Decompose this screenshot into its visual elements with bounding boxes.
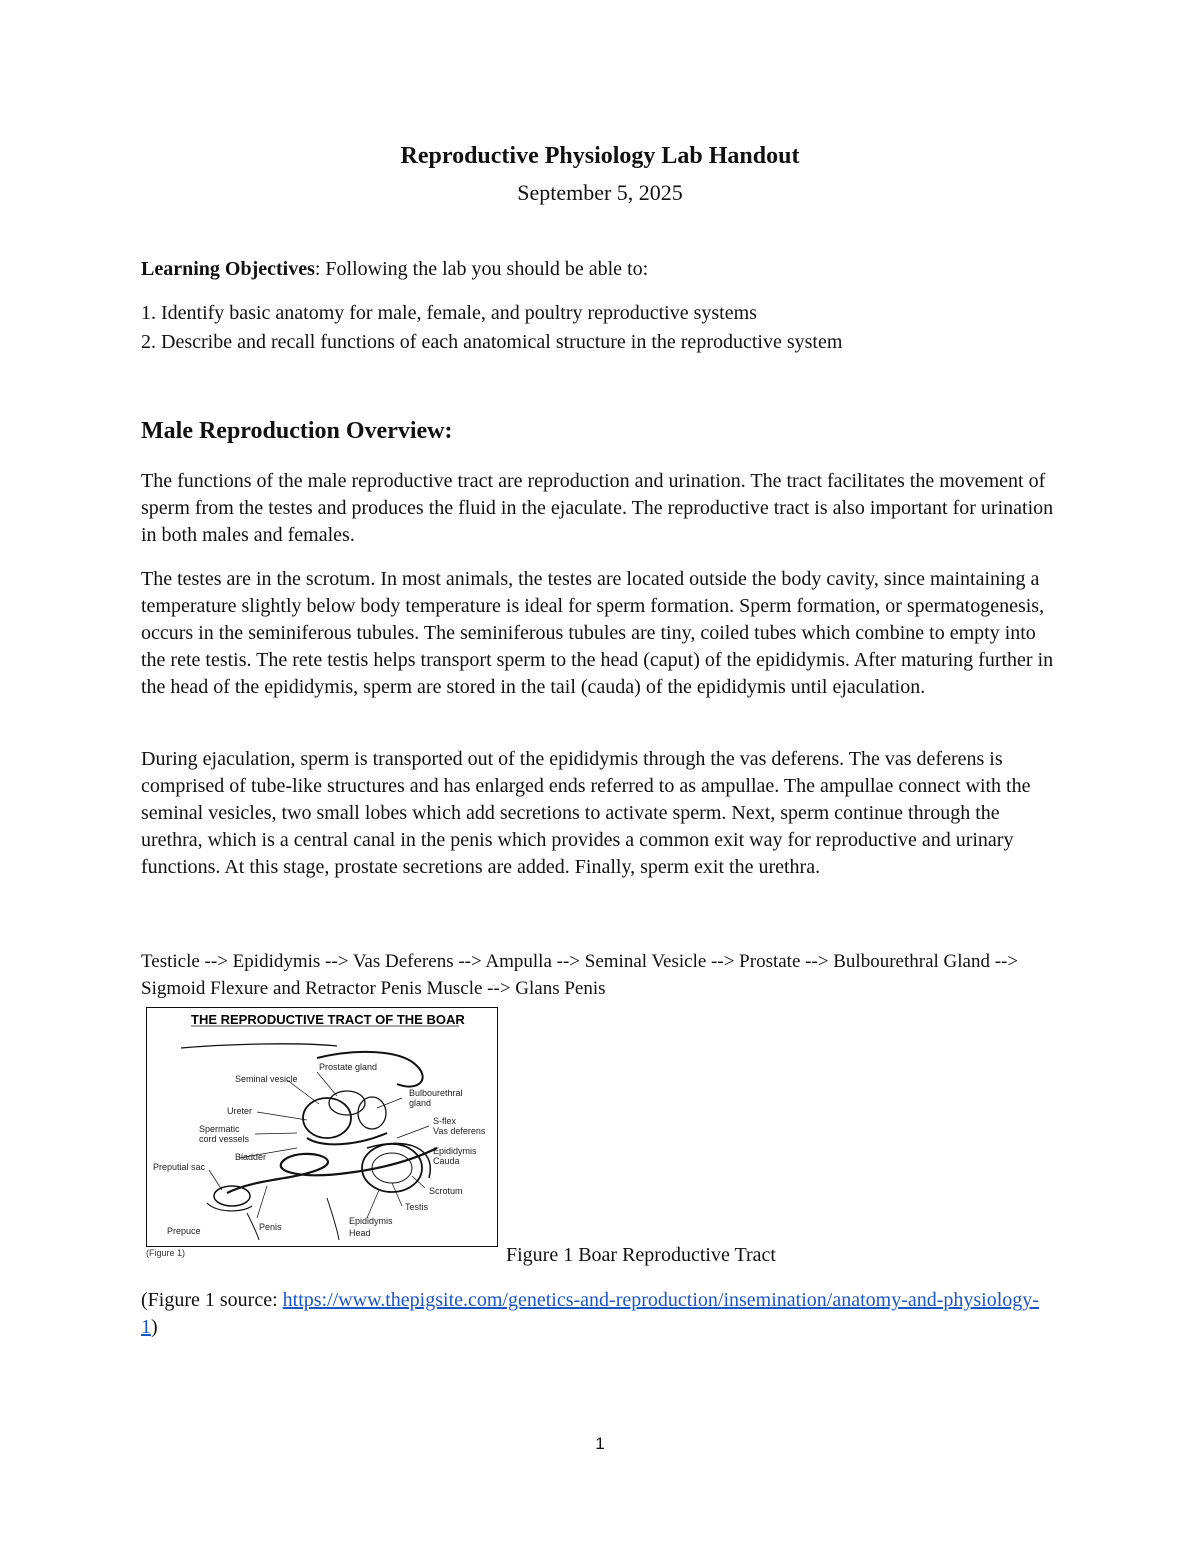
figure-title: THE REPRODUCTIVE TRACT OF THE BOAR bbox=[191, 1012, 465, 1027]
section-heading: Male Reproduction Overview: bbox=[141, 418, 453, 444]
label-preputial: Preputial sac bbox=[153, 1162, 206, 1172]
label-bulbo: Bulbourethral bbox=[409, 1088, 463, 1098]
label-vas: Vas deferens bbox=[433, 1126, 486, 1136]
figure-source bbox=[141, 1287, 1041, 1341]
label-seminal: Seminal vesicle bbox=[235, 1074, 298, 1084]
page-number: 1 bbox=[595, 1434, 605, 1453]
figure-note: (Figure 1) bbox=[146, 1248, 186, 1258]
label-spermatic: Spermatic bbox=[199, 1124, 240, 1134]
sperm-pathway-flow: Testicle --> Epididymis --> Vas Deferens --> Ampulla --> Seminal Vesicle --> Prostate --> Bulbourethral Gland --> Sigmoid Flexure and Retractor Penis Muscle --> Glans Penis bbox=[141, 951, 1019, 999]
label-cord: cord vessels bbox=[199, 1134, 250, 1144]
objective-item: 1. Identify basic anatomy for male, female, and poultry reproductive systems bbox=[141, 302, 757, 324]
label-gland: gland bbox=[409, 1098, 432, 1108]
boar-reproductive-tract-figure bbox=[146, 1007, 498, 1247]
objective-item: 2. Describe and recall functions of each anatomical structure in the reproductive system bbox=[141, 331, 843, 353]
source-suffix: ) bbox=[151, 1316, 158, 1338]
label-scrotum: Scrotum bbox=[429, 1186, 463, 1196]
objectives-label: Learning Objectives bbox=[141, 258, 315, 280]
objectives-intro: : Following the lab you should be able to: bbox=[314, 258, 649, 280]
paragraph: The testes are in the scrotum. In most animals, the testes are located outside the body cavity, since maintaining a temperature slightly below body temperature is ideal for sperm formation. Sperm formation, or spermatogenesis, occurs in the seminiferous tubules. The seminiferous tubules are tiny, coiled tubes which combine to empty into the rete testis. The rete testis helps transport sperm to the head (caput) of the epididymis. After maturing further in the head of the epididymis, sperm are stored in the tail (cauda) of the epididymis until ejaculation. bbox=[141, 568, 1054, 698]
label-epicauda: Epididymis bbox=[433, 1146, 477, 1156]
label-testis: Testis bbox=[405, 1202, 429, 1212]
label-bladder: Bladder bbox=[235, 1152, 267, 1162]
label-sflex: S-flex bbox=[433, 1116, 457, 1126]
document-title: Reproductive Physiology Lab Handout bbox=[400, 143, 800, 169]
label-prostate: Prostate gland bbox=[319, 1062, 378, 1072]
source-prefix: (Figure 1 source: bbox=[141, 1289, 283, 1311]
learning-objectives bbox=[141, 256, 1061, 283]
label-ureter: Ureter bbox=[227, 1106, 253, 1116]
document-date: September 5, 2025 bbox=[517, 180, 683, 205]
figure-caption: Figure 1 Boar Reproductive Tract bbox=[506, 1244, 776, 1266]
boar-tract-diagram bbox=[147, 1008, 496, 1245]
label-cauda: Cauda bbox=[433, 1156, 460, 1166]
source-link[interactable]: https://www.thepigsite.com/genetics-and-reproduction/insemination/anatomy-and-physiology-1 bbox=[141, 1289, 1039, 1338]
label-prepuce: Prepuce bbox=[167, 1226, 201, 1236]
label-penis: Penis bbox=[259, 1222, 282, 1232]
label-head: Head bbox=[349, 1228, 371, 1238]
paragraph: During ejaculation, sperm is transported out of the epididymis through the vas deferens. The vas deferens is comprised of tube-like structures and has enlarged ends referred to as ampullae. The ampullae connect with the seminal vesicles, two small lobes which add secretions to activate sperm. Next, sperm continue through the urethra, which is a central canal in the penis which provides a common exit way for reproductive and urinary functions. At this stage, prostate secretions are added. Finally, sperm exit the urethra. bbox=[141, 748, 1031, 878]
paragraph: The functions of the male reproductive tract are reproduction and urination. The tract facilitates the movement of sperm from the testes and produces the fluid in the ejaculate. The reproductive tract is also important for urination in both males and females. bbox=[141, 470, 1054, 546]
label-epihead: Epididymis bbox=[349, 1216, 393, 1226]
